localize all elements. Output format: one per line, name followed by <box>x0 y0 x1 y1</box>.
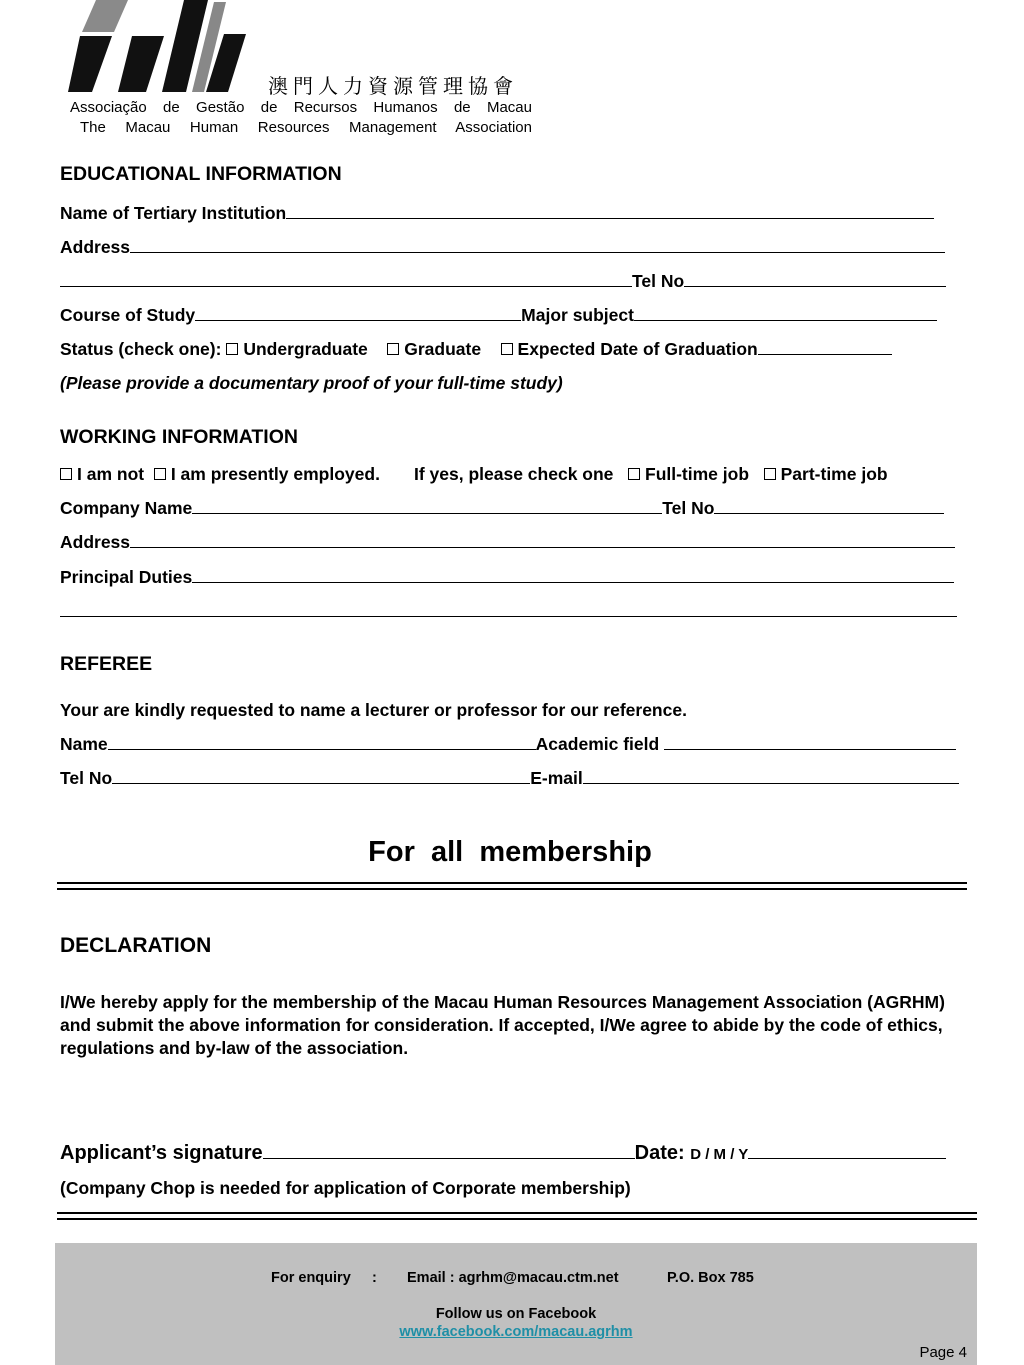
edu-address-row <box>60 237 945 257</box>
chinese-name: 澳門人力資源管理協會 <box>268 74 518 98</box>
academic-field-input[interactable] <box>664 734 956 750</box>
employment-row <box>60 464 888 484</box>
work-address-label: Address <box>60 532 131 552</box>
referee-name-row <box>60 734 956 754</box>
parttime-label: Part-time job <box>780 464 888 484</box>
enquiry-email: Email : agrhm@macau.ctm.net <box>407 1270 619 1286</box>
institution-field[interactable] <box>286 203 934 219</box>
declaration-heading: DECLARATION <box>60 934 212 957</box>
graduate-label: Graduate <box>404 339 482 359</box>
signature-field[interactable] <box>263 1143 635 1159</box>
parttime-checkbox[interactable] <box>764 468 776 480</box>
duties-row-2 <box>60 601 957 621</box>
course-field[interactable] <box>195 305 521 321</box>
portuguese-name: Associação de Gestão de Recursos Humanos de Macau <box>70 99 532 116</box>
major-field[interactable] <box>634 305 937 321</box>
work-address-field[interactable] <box>130 532 955 548</box>
pobox: P.O. Box 785 <box>667 1270 754 1286</box>
status-row <box>60 339 892 359</box>
date-label: Date: <box>634 1142 685 1164</box>
association-logo <box>68 0 250 92</box>
english-name: The Macau Human Resources Management Association <box>80 119 532 136</box>
footer-panel <box>55 1243 977 1365</box>
work-tel-field[interactable] <box>714 498 944 514</box>
referee-name-label: Name <box>60 734 108 754</box>
referee-instruction: Your are kindly requested to name a lecturer or professor for our reference. <box>60 700 687 720</box>
employed-label: I am presently employed. <box>170 464 380 484</box>
fulltime-checkbox[interactable] <box>628 468 640 480</box>
expected-graduation-label: Expected Date of Graduation <box>517 339 758 359</box>
enquiry-colon: : <box>372 1270 377 1286</box>
referee-tel-label: Tel No <box>60 768 113 788</box>
major-label: Major subject <box>521 305 634 325</box>
fulltime-label: Full-time job <box>645 464 750 484</box>
divider-top <box>57 882 967 890</box>
edu-tel-field[interactable] <box>684 271 946 287</box>
referee-heading: REFEREE <box>60 653 153 675</box>
edu-tel-row <box>60 271 946 291</box>
if-yes-label: If yes, please check one <box>413 464 614 484</box>
referee-tel-field[interactable] <box>112 768 530 784</box>
not-employed-label: I am not <box>77 464 145 484</box>
course-row <box>60 305 937 325</box>
edu-address-line2-field[interactable] <box>60 271 632 287</box>
referee-email-field[interactable] <box>583 768 959 784</box>
duties-row <box>60 567 954 587</box>
referee-email-label: E-mail <box>530 768 583 788</box>
company-label: Company Name <box>60 498 193 518</box>
page-number: Page 4 <box>919 1344 967 1361</box>
fulltime-proof-note: (Please provide a documentary proof of your full-time study) <box>60 373 563 393</box>
duties-label: Principal Duties <box>60 567 193 587</box>
graduate-checkbox[interactable] <box>387 343 399 355</box>
expected-graduation-checkbox[interactable] <box>501 343 513 355</box>
undergraduate-checkbox[interactable] <box>226 343 238 355</box>
company-row <box>60 498 944 518</box>
not-employed-checkbox[interactable] <box>60 468 72 480</box>
duties-field[interactable] <box>192 567 954 583</box>
company-chop-note: (Company Chop is needed for application of Corporate membership) <box>60 1178 631 1198</box>
follow-facebook: Follow us on Facebook <box>435 1306 597 1322</box>
institution-label: Name of Tertiary Institution <box>60 203 287 223</box>
signature-row <box>60 1141 946 1167</box>
undergraduate-label: Undergraduate <box>243 339 368 359</box>
membership-title: For all membership <box>368 836 652 868</box>
date-format: D / M / Y <box>690 1146 749 1163</box>
signature-label: Applicant’s signature <box>60 1142 263 1164</box>
enquiry-label: For enquiry <box>271 1270 351 1286</box>
company-field[interactable] <box>192 498 662 514</box>
facebook-link[interactable]: www.facebook.com/macau.agrhm <box>399 1324 633 1340</box>
referee-contact-row <box>60 768 959 788</box>
expected-graduation-field[interactable] <box>758 339 892 355</box>
working-heading: WORKING INFORMATION <box>60 426 298 448</box>
work-tel-label: Tel No <box>662 498 715 518</box>
duties-line2-field[interactable] <box>60 601 957 617</box>
date-field[interactable] <box>748 1143 946 1159</box>
edu-address-label: Address <box>60 237 131 257</box>
edu-tel-label: Tel No <box>632 271 685 291</box>
referee-name-field[interactable] <box>108 734 536 750</box>
employed-checkbox[interactable] <box>154 468 166 480</box>
divider-bottom <box>57 1212 977 1220</box>
educational-heading: EDUCATIONAL INFORMATION <box>60 163 342 185</box>
work-address-row <box>60 532 955 552</box>
edu-address-field[interactable] <box>130 237 945 253</box>
academic-field-label: Academic field <box>535 734 660 754</box>
declaration-text: I/We hereby apply for the membership of the Macau Human Resources Management Association (AGRHM) and submit the above information for consideration. If accepted, I/We agree to abide by the code of ethics, regulations and by-law of the association. <box>60 992 945 1058</box>
course-label: Course of Study <box>60 305 196 325</box>
institution-row <box>60 203 934 223</box>
status-label: Status (check one): <box>60 339 222 359</box>
